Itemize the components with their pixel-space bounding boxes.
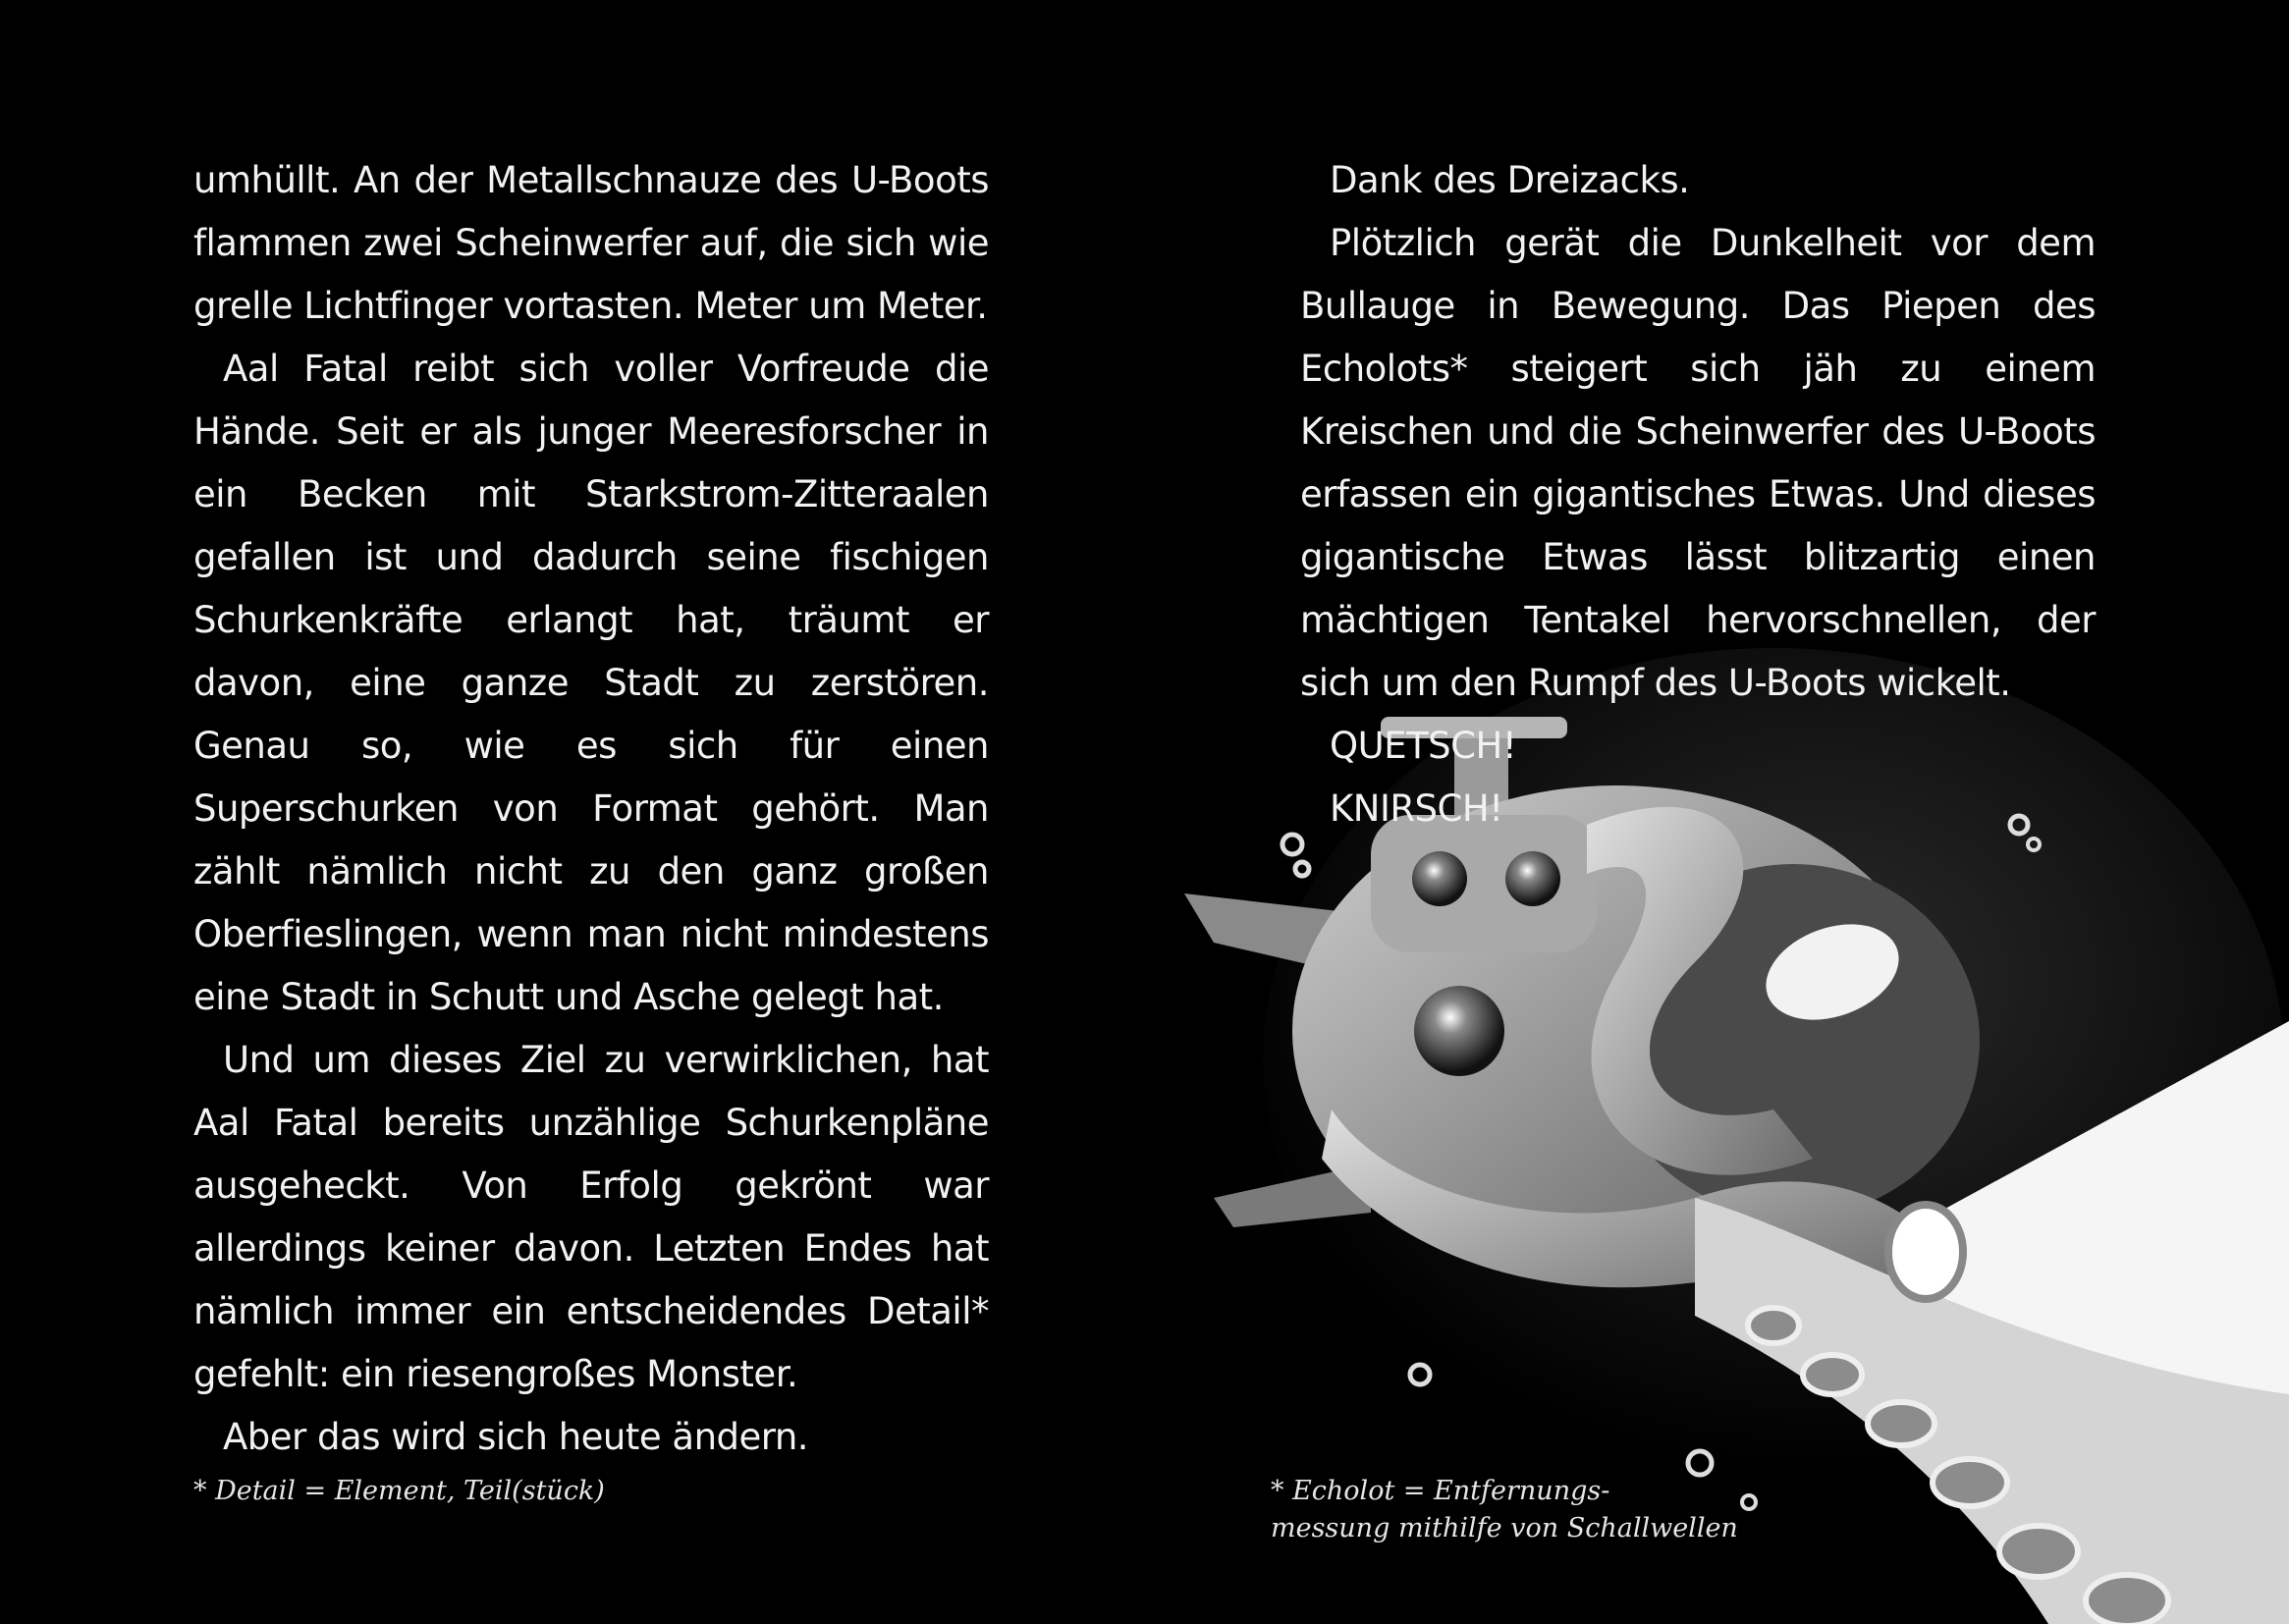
sucker-1 [1748,1308,1799,1343]
porthole-1 [1412,851,1467,906]
bubble-5 [1410,1365,1430,1384]
right-text-column [1300,149,2096,840]
right-footnote-line-2: messung mithilfe von Schallwellen [1271,1513,1738,1543]
left-paragraph-3: Und um dieses Ziel zu verwirklichen, hat Aal Fatal bereits unzählige Schurkenpläne ausgeheckt. Von Erfolg gekrönt war allerdings keiner davon. Letzten Endes hat nämlich immer ein entscheidendes Detail* gefehlt: ein riesengroßes Monster. [193,1039,989,1395]
sucker-2 [1803,1355,1862,1394]
left-text-column [193,149,989,1469]
sucker-4 [1933,1459,2007,1506]
left-paragraph-1: umhüllt. An der Metallschnauze des U-Boots flammen zwei Scheinwerfer auf, die sich wie grelle Lichtfinger vortasten. Meter um Meter. [193,159,989,327]
right-paragraph-2: Plötzlich gerät die Dunkelheit vor dem Bullauge in Bewegung. Das Piepen des Echolots* steigert sich jäh zu einem Kreischen und die Scheinwerfer des U-Boots erfassen ein gigantisches Etwas. Und dieses gigantische Etwas lässt blitzartig einen mächtigen Tentakel hervorschnellen, der sich um den Rumpf des U-Boots wickelt. [1300,222,2096,704]
bubble-1 [1282,835,1302,854]
right-paragraph-3: QUETSCH! [1330,725,1517,767]
left-page [0,0,1144,1624]
left-paragraph-4: Aber das wird sich heute ändern. [223,1416,809,1458]
sucker-6 [2086,1575,2168,1624]
left-paragraph-2: Aal Fatal reibt sich voller Vorfreude die Hände. Seit er als junger Meeresforscher in ein Becken mit Starkstrom-Zitteraalen gefallen ist und dadurch seine fischigen Schurkenkräfte erlangt hat, träumt er davon, eine ganze Stadt zu zerstören. Genau so, wie es sich für einen Superschurken von Format gehört. Man zählt nämlich nicht zu den ganz großen Oberfieslingen, wenn man nicht mindestens eine Stadt in Schutt und Asche gelegt hat. [193,348,989,1018]
porthole-main [1414,986,1504,1076]
right-footnote [1271,1473,1781,1547]
porthole-2 [1505,851,1560,906]
headlight [1888,1205,1963,1299]
right-paragraph-4: KNIRSCH! [1330,787,1503,830]
right-footnote-line-1: * Echolot = Entfernungs- [1271,1476,1610,1506]
bubble-2 [1295,862,1309,876]
sucker-5 [1999,1526,2078,1577]
right-paragraph-1: Dank des Dreizacks. [1330,159,1690,201]
left-footnote: * Detail = Element, Teil(stück) [193,1476,605,1506]
sucker-3 [1868,1402,1935,1445]
right-page [1145,0,2289,1624]
